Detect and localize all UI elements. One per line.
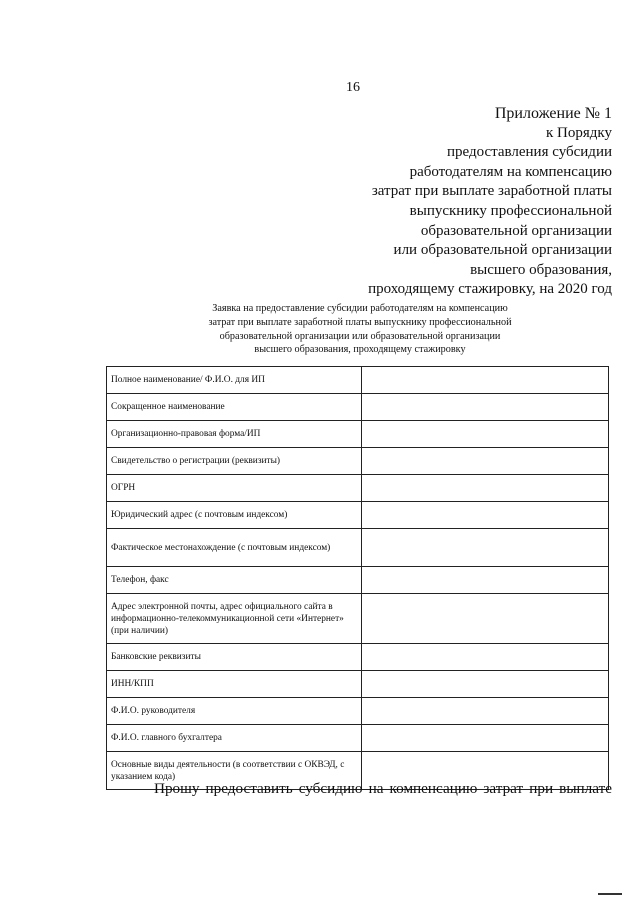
row-label: Юридический адрес (с почтовым индексом) xyxy=(107,502,362,529)
table-row xyxy=(107,567,609,594)
appendix-line: затрат при выплате заработной платы xyxy=(371,183,612,200)
row-label: Организационно-правовая форма/ИП xyxy=(107,421,362,448)
table-row xyxy=(107,394,609,421)
row-label: Ф.И.О. главного бухгалтера xyxy=(107,725,362,752)
table-row xyxy=(107,367,609,394)
appendix-header xyxy=(368,104,612,300)
row-label: ОГРН xyxy=(107,475,362,502)
form-title xyxy=(150,302,570,357)
row-value-field[interactable] xyxy=(362,475,609,502)
row-value-field[interactable] xyxy=(362,671,609,698)
row-value-field[interactable] xyxy=(362,421,609,448)
appendix-line: работодателям на компенсацию xyxy=(409,163,612,180)
row-value-field[interactable] xyxy=(362,594,609,644)
table-row xyxy=(107,671,609,698)
table-row xyxy=(107,594,609,644)
form-title-line: высшего образования, проходящему стажировку xyxy=(254,344,466,356)
closing-paragraph: Прошу предоставить субсидию на компенсацию затрат при выплате xyxy=(154,780,612,797)
table-row xyxy=(107,502,609,529)
row-value-field[interactable] xyxy=(362,698,609,725)
row-label: Банковские реквизиты xyxy=(107,644,362,671)
row-label: Фактическое местонахождение (с почтовым индексом) xyxy=(107,529,362,567)
form-title-line: затрат при выплате заработной платы выпускнику профессиональной xyxy=(208,316,512,328)
application-form-table xyxy=(106,366,609,790)
row-value-field[interactable] xyxy=(362,394,609,421)
appendix-line: к Порядку xyxy=(546,124,612,141)
row-value-field[interactable] xyxy=(362,725,609,752)
appendix-line: выпускнику профессиональной xyxy=(409,202,612,219)
appendix-line: высшего образования, xyxy=(470,261,612,278)
appendix-line: проходящему стажировку, на 2020 год xyxy=(368,281,612,298)
appendix-line: предоставления субсидии xyxy=(446,144,612,161)
appendix-line: Приложение № 1 xyxy=(494,105,612,122)
row-label: Ф.И.О. руководителя xyxy=(107,698,362,725)
table-row xyxy=(107,698,609,725)
appendix-line: образовательной организации xyxy=(420,222,612,239)
row-value-field[interactable] xyxy=(362,567,609,594)
table-row xyxy=(107,448,609,475)
table-row xyxy=(107,529,609,567)
table-row xyxy=(107,475,609,502)
row-value-field[interactable] xyxy=(362,644,609,671)
row-label: Сокращенное наименование xyxy=(107,394,362,421)
form-title-line: Заявка на предоставление субсидии работодателям на компенсацию xyxy=(212,303,508,314)
footer-rule xyxy=(598,893,622,895)
row-label: Полное наименование/ Ф.И.О. для ИП xyxy=(107,367,362,394)
row-label: ИНН/КПП xyxy=(107,671,362,698)
appendix-line: или образовательной организации xyxy=(393,242,612,259)
row-label: Основные виды деятельности (в соответствии с ОКВЭД, с указанием кода) xyxy=(107,752,362,790)
table-row xyxy=(107,725,609,752)
row-value-field[interactable] xyxy=(362,448,609,475)
row-value-field[interactable] xyxy=(362,502,609,529)
row-label: Адрес электронной почты, адрес официального сайта в информационно-телекоммуникационной сети «Интернет» (при наличии) xyxy=(107,594,362,644)
row-value-field[interactable] xyxy=(362,367,609,394)
page-number: 16 xyxy=(346,80,360,95)
row-label: Телефон, факс xyxy=(107,567,362,594)
row-value-field[interactable] xyxy=(362,529,609,567)
table-row xyxy=(107,644,609,671)
row-label: Свидетельство о регистрации (реквизиты) xyxy=(107,448,362,475)
table-row xyxy=(107,421,609,448)
form-title-line: образовательной организации или образовательной организации xyxy=(219,330,501,342)
